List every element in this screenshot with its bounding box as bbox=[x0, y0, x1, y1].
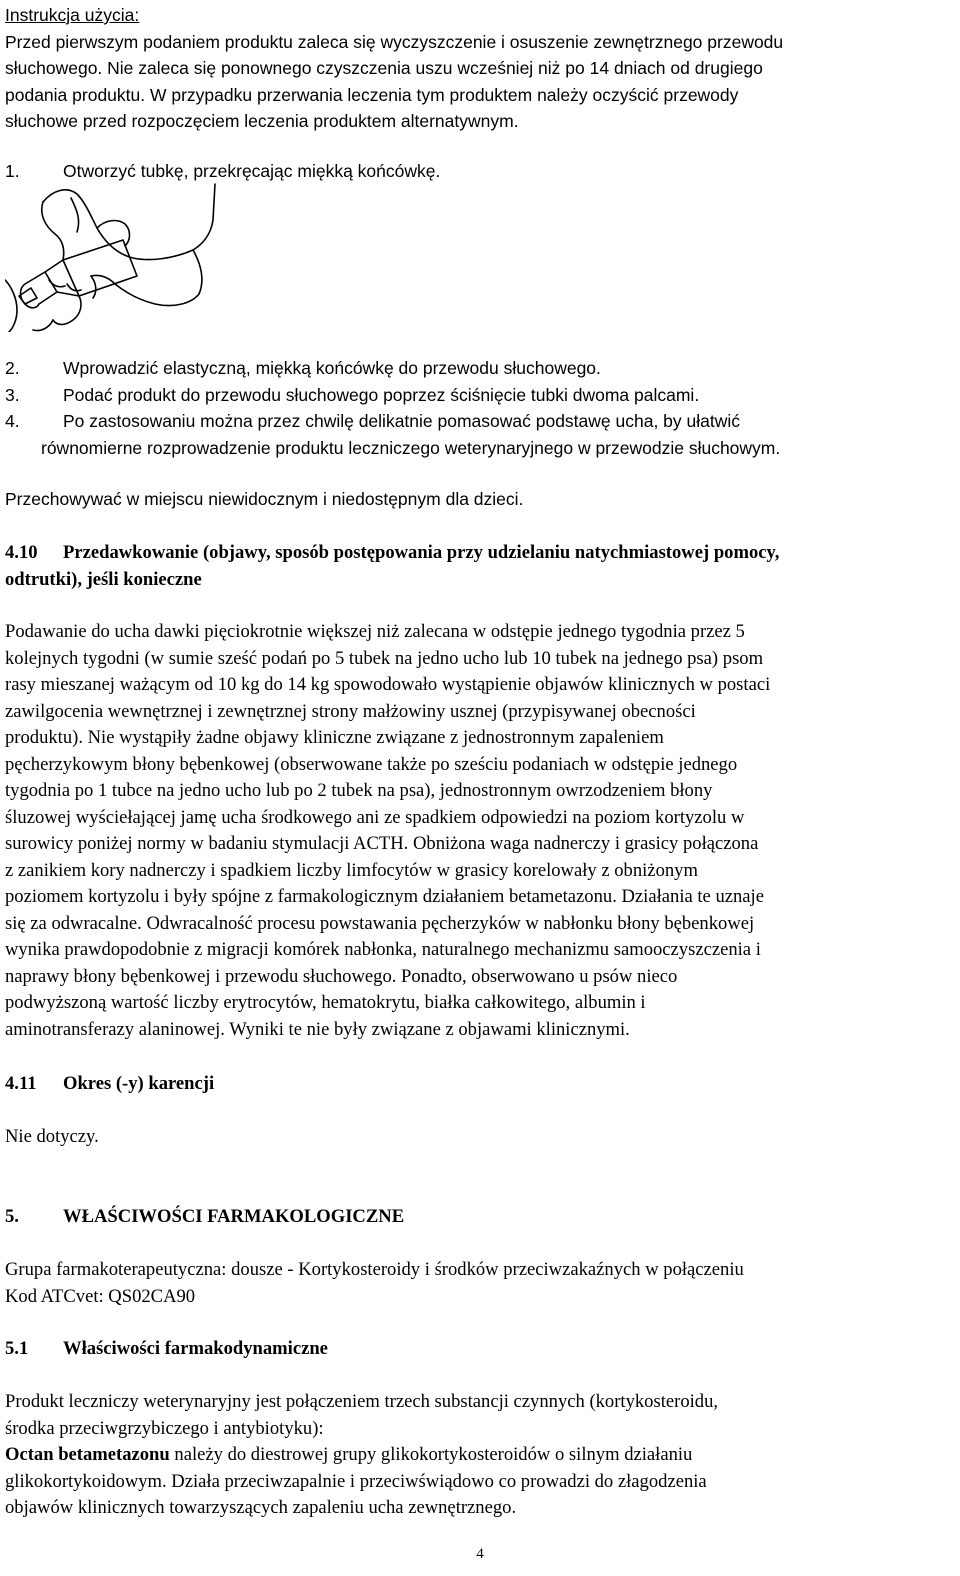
step-text: Wprowadzić elastyczną, miękką końcówkę do przewodu słuchowego. bbox=[63, 358, 601, 378]
instructions-intro-line: słuchowe przed rozpoczęciem leczenia produktem alternatywnym. bbox=[5, 111, 519, 131]
section-4-10-heading bbox=[5, 540, 779, 593]
instruction-steps-2-4 bbox=[5, 355, 780, 461]
section-4-10-body bbox=[5, 619, 770, 1043]
section-number: 4.10 bbox=[5, 542, 38, 563]
paragraph-line: rasy mieszanej ważącym od 10 kg do 14 kg spowodowało wystąpienie objawów klinicznych w postaci bbox=[5, 674, 771, 695]
step-number: 3. bbox=[5, 384, 20, 405]
instruction-step-2 bbox=[5, 355, 780, 382]
instructions-section bbox=[5, 2, 783, 135]
paragraph-line: kolejnych tygodni (w sumie sześć podań po 5 tubek na jedno ucho lub 10 tubek na jednego psa) psom bbox=[5, 647, 764, 669]
section-4-11-heading bbox=[5, 1071, 214, 1098]
storage-note: Przechowywać w miejscu niewidocznym i niedostępnym dla dzieci. bbox=[5, 489, 524, 509]
paragraph-line: objawów klinicznych towarzyszących zapaleniu ucha zewnętrznego. bbox=[5, 1497, 517, 1518]
section-title: Przedawkowanie (objawy, sposób postępowania przy udzielaniu natychmiastowej pomocy, bbox=[63, 542, 780, 563]
section-number: 4.11 bbox=[5, 1073, 37, 1094]
paragraph-line: się za odwracalne. Odwracalność procesu powstawania pęcherzyków w nabłonku błony bębenkowej bbox=[5, 912, 755, 934]
paragraph-line: poziomem kortyzolu i były spójne z farmakologicznym działaniem betametazonu. Działania te uznaje bbox=[5, 886, 764, 907]
step-number: 4. bbox=[5, 411, 20, 431]
instructions-intro-line: podania produktu. W przypadku przerwania leczenia tym produktem należy oczyścić przewody bbox=[5, 84, 739, 105]
section-number: 5.1 bbox=[5, 1338, 29, 1359]
step-text-continued: równomierne rozprowadzenie produktu leczniczego weterynaryjnego w przewodzie słuchowym. bbox=[41, 437, 781, 458]
paragraph-line bbox=[5, 1442, 718, 1469]
paragraph-line: środka przeciwgrzybiczego i antybiotyku): bbox=[5, 1417, 324, 1439]
paragraph-line: pęcherzykowym błony bębenkowej (obserwowane także po sześciu podaniach w odstępie jednego bbox=[5, 753, 738, 775]
instruction-step-4 bbox=[5, 408, 780, 461]
instruction-step-3 bbox=[5, 382, 780, 409]
section-5-1-body bbox=[5, 1389, 718, 1522]
step-text: Podać produkt do przewodu słuchowego poprzez ściśnięcie tubki dwoma palcami. bbox=[63, 384, 700, 405]
instructions-title: Instrukcja użycia: bbox=[5, 5, 140, 25]
paragraph-line: surowicy poniżej normy w badaniu stymulacji ACTH. Obniżona waga nadnerczy i grasicy połączona bbox=[5, 833, 759, 854]
paragraph-text: należy do diestrowej grupy glikokortykosteroidów o silnym działaniu bbox=[169, 1444, 693, 1465]
section-4-11-body: Nie dotyczy. bbox=[5, 1126, 99, 1147]
instructions-intro-line: Przed pierwszym podaniem produktu zaleca się wyczyszczenie i osuszenie zewnętrznego przewodu bbox=[5, 31, 784, 52]
paragraph-line: glikokortykoidowym. Działa przeciwzapalnie i przeciwświądowo co prowadzi do złagodzenia bbox=[5, 1470, 707, 1492]
section-5-body bbox=[5, 1257, 744, 1310]
step-text: Po zastosowaniu można przez chwilę delikatnie pomasować podstawę ucha, by ułatwić bbox=[63, 411, 741, 431]
paragraph-line: zawilgocenia wewnętrznej i zewnętrznej strony małżowiny usznej (przypisywanej obecności bbox=[5, 700, 696, 722]
section-number: 5. bbox=[5, 1206, 19, 1227]
paragraph-line: śluzowej wyściełającej jamę ucha środkowego ani ze spadkiem odpowiedzi na poziom kortyzolu w bbox=[5, 806, 745, 828]
bold-term: Octan betametazonu bbox=[5, 1444, 170, 1465]
paragraph-line: Produkt leczniczy weterynaryjny jest połączeniem trzech substancji czynnych (kortykosteroidu, bbox=[5, 1391, 719, 1412]
step-number: 2. bbox=[5, 358, 20, 378]
section-title-continued: odtrutki), jeśli konieczne bbox=[5, 568, 202, 590]
pharmacotherapeutic-group: Grupa farmakoterapeutyczna: dousze - Kortykosteroidy i środków przeciwzakaźnych w połączeniu bbox=[5, 1259, 744, 1280]
paragraph-line: tygodnia po 1 tubce na jedno ucho lub po 2 tubek na psa), jednostronnym owrzodzeniem błony bbox=[5, 780, 713, 801]
section-title: Właściwości farmakodynamiczne bbox=[63, 1338, 328, 1359]
paragraph-line: produktu). Nie wystąpiły żadne objawy kliniczne związane z jednostronnym zapaleniem bbox=[5, 727, 664, 748]
section-title: Okres (-y) karencji bbox=[63, 1073, 215, 1094]
paragraph-line: podwyższoną wartość liczby erytrocytów, hematokrytu, białka całkowitego, albumin i bbox=[5, 992, 646, 1013]
paragraph-line: Podawanie do ucha dawki pięciokrotnie większej niż zalecana w odstępie jednego tygodnia przez 5 bbox=[5, 621, 745, 642]
section-5-1-heading bbox=[5, 1336, 328, 1363]
instructions-intro-line: słuchowego. Nie zaleca się ponownego czyszczenia uszu wcześniej niż po 14 dniach od drugiego bbox=[5, 58, 763, 78]
atcvet-code: Kod ATCvet: QS02CA90 bbox=[5, 1285, 196, 1307]
step-text: Otworzyć tubkę, przekręcając miękką końcówkę. bbox=[63, 161, 441, 181]
hand-twisting-tube-illustration bbox=[5, 180, 227, 332]
step-number: 1. bbox=[5, 161, 20, 181]
paragraph-line: naprawy błony bębenkowej i przewodu słuchowego. Ponadto, obserwowano u psów nieco bbox=[5, 965, 678, 987]
paragraph-line: aminotransferazy alaninowej. Wyniki te nie były związane z objawami klinicznymi. bbox=[5, 1018, 630, 1040]
paragraph-line: wynika prawdopodobnie z migracji komórek nabłonka, naturalnego mechanizmu samooczyszczenia i bbox=[5, 939, 761, 960]
paragraph-line: z zanikiem kory nadnerczy i spadkiem liczby limfocytów w grasicy korelowały z obniżonym bbox=[5, 859, 698, 881]
section-title: WŁAŚCIWOŚCI FARMAKOLOGICZNE bbox=[63, 1206, 405, 1227]
page-number: 4 bbox=[476, 1546, 484, 1562]
section-5-heading bbox=[5, 1204, 404, 1231]
